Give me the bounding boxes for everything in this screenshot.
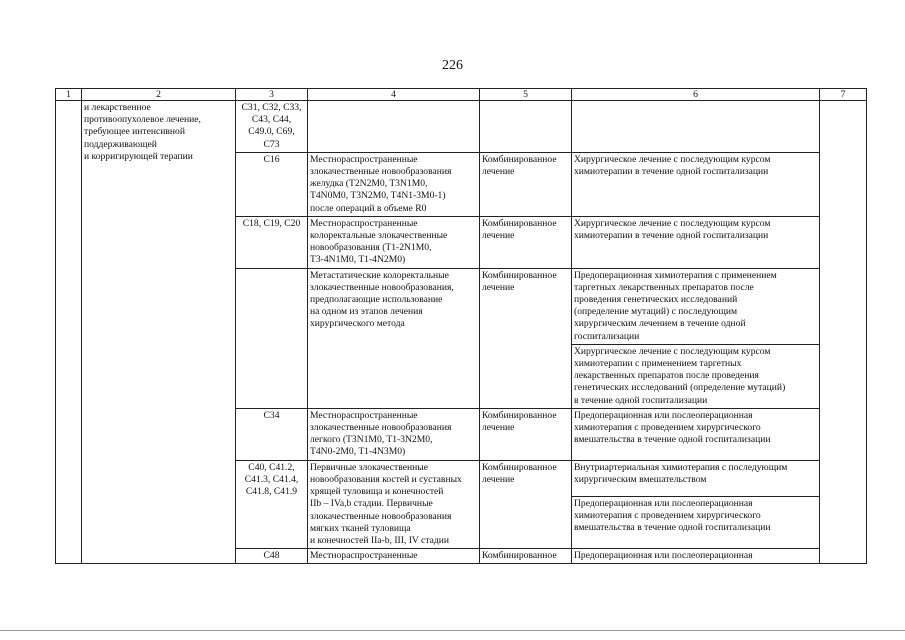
icd-code-line: C40, C41.2, <box>248 461 295 473</box>
treatment-method-line: химиотерапия с проведением хирургического <box>574 422 761 434</box>
treatment-method-line: проведения генетических исследований <box>574 294 738 306</box>
treatment-method-line: Хирургическое лечение с последующим курсом <box>574 153 771 165</box>
patient-model-cell <box>308 549 480 564</box>
icd-code-cell <box>236 408 308 460</box>
treatment-type-cell <box>480 408 572 460</box>
treatment-method-line: Предоперационная или послеоперационная <box>574 550 753 562</box>
icd-code-line: C16 <box>263 153 280 165</box>
header-cell: 2 <box>82 89 236 101</box>
treatment-method-line: таргетных лекарственных препаратов после <box>574 281 754 293</box>
icd-code-line: C48 <box>263 550 280 562</box>
header-cell: 7 <box>820 89 867 101</box>
treatment-method-line: вмешательства в течение одной госпитализации <box>574 522 771 534</box>
treatment-type-line: Комбинированное <box>482 409 557 421</box>
treatment-method-cell <box>572 216 820 268</box>
treatment-method-line: химиотерапии с применением таргетных <box>574 358 742 370</box>
header-cell: 4 <box>308 89 480 101</box>
treatment-type-line: Комбинированное <box>482 461 557 473</box>
patient-model-line: на одном из этапов лечения <box>310 306 423 318</box>
treatment-method-line: хирургическим лечением в течение одной <box>574 318 746 330</box>
patient-model-line: IIb – IVa,b стадии. Первичные <box>310 498 433 510</box>
care-type-line: и лекарственное <box>84 102 151 113</box>
patient-model-line: Местнораспространенные <box>310 409 418 421</box>
header-row <box>56 89 867 101</box>
patient-model-line: легкого (T3N1M0, T1-3N2M0, <box>310 434 433 446</box>
treatment-type-cell <box>480 549 572 564</box>
icd-code-line: C31, C32, C33, <box>241 102 302 113</box>
treatment-type-line: лечение <box>482 281 515 293</box>
patient-model-cell <box>308 268 480 408</box>
patient-model-line: новообразования костей и суставных <box>310 473 462 485</box>
treatment-method-cell <box>572 549 820 564</box>
treatment-method-line: в течение одной госпитализации <box>574 394 708 406</box>
treatment-method-line: генетических исследований (определение мутаций) <box>574 382 786 394</box>
treatment-method-line: Внутриартериальная химиотерапия с последующим <box>574 461 788 473</box>
treatment-method-cell <box>572 460 820 496</box>
treatment-method-line: Предоперационная или послеоперационная <box>574 497 753 509</box>
icd-code-cell <box>236 268 308 408</box>
treatment-method-cell <box>572 101 820 153</box>
treatment-type-line: Комбинированное <box>482 269 557 281</box>
treatment-method-cell <box>572 408 820 460</box>
care-type-line: поддерживающей <box>84 138 157 150</box>
icd-code-line: C41.3, C41.4, <box>244 473 299 485</box>
header-cell: 1 <box>56 89 82 101</box>
patient-model-cell <box>308 216 480 268</box>
treatment-method-line: лекарственных препаратов после проведения <box>574 370 759 382</box>
treatment-type-cell <box>480 152 572 216</box>
patient-model-line: злокачественные новообразования <box>310 166 452 178</box>
treatment-method-line: химиотерапия с проведением хирургического <box>574 510 761 522</box>
medical-care-table <box>55 88 867 564</box>
treatment-type-cell <box>480 268 572 408</box>
care-type-line: противоопухолевое лечение, <box>84 114 201 126</box>
treatment-type-cell <box>480 216 572 268</box>
patient-model-line: Первичные злокачественные <box>310 461 428 473</box>
treatment-method-line: Хирургическое лечение с последующим курсом <box>574 217 771 229</box>
patient-model-line: после операций в объеме R0 <box>310 202 427 214</box>
icd-code-cell <box>236 460 308 548</box>
treatment-type-line: лечение <box>482 166 515 178</box>
patient-model-line: Местнораспространенные <box>310 217 418 229</box>
treatment-type-line: лечение <box>482 230 515 242</box>
treatment-method-line: Предоперационная химиотерапия с применением <box>574 269 777 281</box>
patient-model-line: Местнораспространенные <box>310 153 418 165</box>
treatment-method-line: Хирургическое лечение с последующим курсом <box>574 345 771 357</box>
patient-model-line: и конечностей IIa-b, III, IV стадии <box>310 534 450 546</box>
patient-model-cell <box>308 460 480 548</box>
treatment-method-line: госпитализации <box>574 330 640 342</box>
treatment-type-line: Комбинированное <box>482 153 557 165</box>
patient-model-line: мягких тканей туловища <box>310 522 411 534</box>
icd-code-line: C41.8, C41.9 <box>245 486 298 498</box>
treatment-method-line: (определение мутаций) с последующим <box>574 306 738 318</box>
treatment-type-cell <box>480 460 572 548</box>
icd-code-cell <box>236 216 308 268</box>
treatment-method-line: химиотерапии в течение одной госпитализации <box>574 166 769 178</box>
patient-model-line: злокачественные новообразования <box>310 422 452 434</box>
icd-code-line: C43, C44, <box>251 114 292 126</box>
treatment-method-line: химиотерапии в течение одной госпитализации <box>574 230 769 242</box>
patient-model-line: колоректальные злокачественные <box>310 230 448 242</box>
patient-model-line: злокачественные новообразования, <box>310 281 454 293</box>
patient-model-line: злокачественные новообразования <box>310 510 452 522</box>
treatment-type-line: лечение <box>482 473 515 485</box>
header-cell: 6 <box>572 89 820 101</box>
treatment-method-cell <box>572 344 820 408</box>
icd-code-line: C34 <box>263 409 280 421</box>
treatment-method-cell <box>572 496 820 548</box>
col7-cell <box>820 101 867 564</box>
patient-model-line: Местнораспространенные <box>310 550 418 562</box>
treatment-type-line: Комбинированное <box>482 217 557 229</box>
icd-code-line: C73 <box>263 138 280 150</box>
patient-model-line: желудка (T2N2M0, T3N1M0, <box>310 178 428 190</box>
care-type-line: и корригирующей терапии <box>84 150 193 162</box>
page-bottom-divider <box>0 630 905 631</box>
icd-code-cell <box>236 152 308 216</box>
header-cell: 3 <box>236 89 308 101</box>
page-number: 226 <box>442 58 463 73</box>
treatment-type-line: Комбинированное <box>482 550 557 562</box>
patient-model-cell <box>308 101 480 153</box>
treatment-method-line: вмешательства в течение одной госпитализации <box>574 434 771 446</box>
patient-model-line: T4N0-2M0, T1-4N3M0) <box>310 446 406 458</box>
icd-code-cell <box>236 101 308 153</box>
icd-code-line: C49.0, C69, <box>248 126 295 138</box>
patient-model-line: Метастатические колоректальные <box>310 269 449 281</box>
col1-cell <box>56 101 82 564</box>
patient-model-line: T3-4N1M0, T1-4N2M0) <box>310 254 406 266</box>
treatment-type-line: лечение <box>482 422 515 434</box>
care-type-line: требующее интенсивной <box>84 126 185 138</box>
patient-model-line: T4N0M0, T3N2M0, T4N1-3M0-1) <box>310 190 446 202</box>
icd-code-cell <box>236 549 308 564</box>
treatment-type-cell <box>480 101 572 153</box>
care-type-cell <box>82 101 236 564</box>
treatment-method-line: Предоперационная или послеоперационная <box>574 409 753 421</box>
treatment-method-cell <box>572 268 820 344</box>
patient-model-line: новообразования (T1-2N1M0, <box>310 242 432 254</box>
patient-model-cell <box>308 152 480 216</box>
patient-model-cell <box>308 408 480 460</box>
patient-model-line: хирургического метода <box>310 318 405 330</box>
header-cell: 5 <box>480 89 572 101</box>
icd-code-line: C18, C19, C20 <box>242 217 301 229</box>
patient-model-line: предполагающие использование <box>310 294 443 306</box>
patient-model-line: хрящей туловища и конечностей <box>310 486 444 498</box>
treatment-method-line: хирургическим вмешательством <box>574 473 707 485</box>
table-row <box>56 101 867 153</box>
treatment-method-cell <box>572 152 820 216</box>
